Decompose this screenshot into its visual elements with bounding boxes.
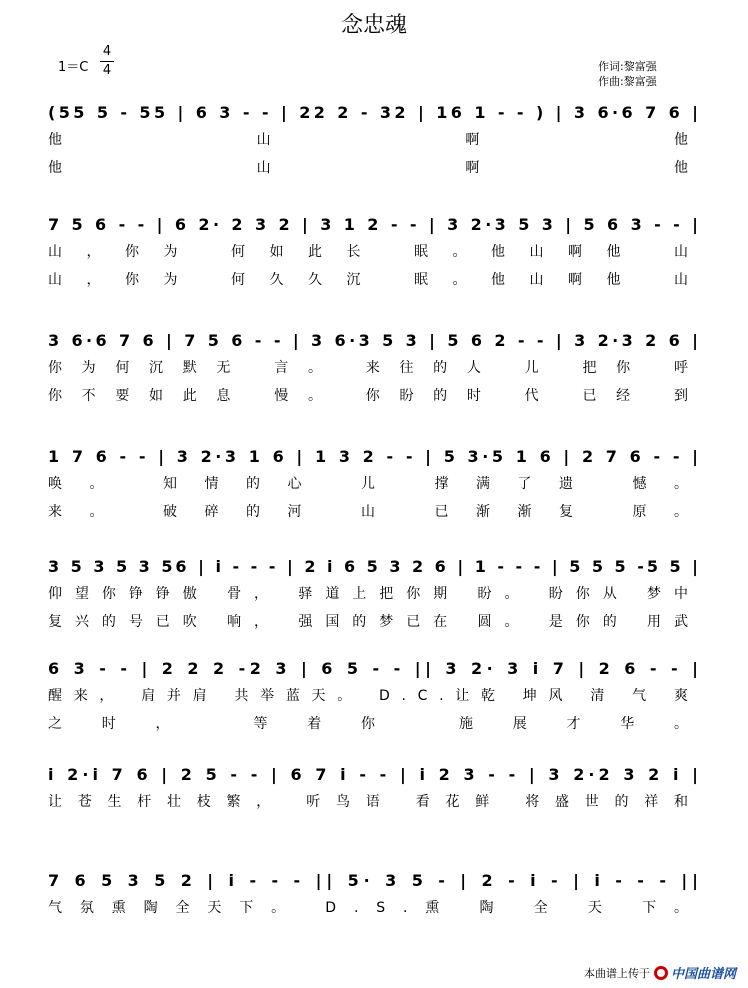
notation-line: 1 7 6 - - | 3 2·3 1 6 | 1 3 2 - - | 5 3·5 1 6 | 2 7 6 - - |: [48, 447, 699, 466]
lyric-line: 来。 破碎的河 山 已渐渐复 原。: [48, 504, 688, 520]
meter-bottom: 4: [102, 63, 112, 78]
composer-credit: 作曲:黎富强: [598, 75, 657, 88]
score-line: [48, 215, 698, 288]
footer-text: 本曲谱上传于: [583, 966, 650, 980]
logo-icon: [654, 966, 668, 980]
notation-line: 7 6 5 3 5 2 | i - - - || 5· 3 5 - | 2 - i - | i - - - ||: [48, 871, 698, 890]
lyric-line: 你不要如此息 慢。 你盼的时 代 已经 到: [48, 388, 688, 404]
lyricist-credit: 作词:黎富强: [598, 60, 657, 73]
lyric-line: 山，你为 何如此长 眠。他山啊他 山: [48, 244, 688, 260]
score-line: [48, 659, 698, 732]
notation-line: (55 5 - 55 | 6 3 - - | 22 2 - 32 | 16 1 - - ) | 3 6·6 7 6 |: [48, 103, 698, 122]
key-signature: 1＝C: [58, 60, 89, 75]
lyric-line: 复兴的号已吹 响， 强国的梦已在 圆。 是你的 用武: [48, 614, 688, 630]
lyric-line: 仰望你铮铮傲 骨， 驿道上把你期 盼。 盼你从 梦中: [48, 586, 688, 602]
lyric-line: 让苍生杆壮枝繁， 听鸟语 看花鲜 将盛世的祥和: [48, 794, 688, 810]
notation-line: 7 5 6 - - | 6 2· 2 3 2 | 3 1 2 - - | 3 2·3 5 3 | 5 6 3 - - |: [48, 215, 699, 234]
lyric-line: 他 山 啊 他: [48, 132, 688, 148]
notation-line: 3 5 3 5 3 56 | i - - - | 2 i 6 5 3 2 6 | 1 - - - | 5 5 5 -5 5 |: [48, 557, 698, 576]
lyric-line: 醒来， 肩并肩 共举蓝天。 D.C.让乾 坤风 清 气 爽: [48, 688, 688, 704]
upload-footer: [584, 963, 736, 982]
lyric-line: 你为何沉默无 言。 来往的人 儿 把你 呼: [48, 360, 688, 376]
score-lines: [48, 103, 698, 916]
score-line: [48, 557, 698, 630]
notation-line: i 2·i 7 6 | 2 5 - - | 6 7 i - - | i 2 3 - - | 3 2·2 3 2 i |: [48, 765, 699, 784]
notation-line: 6 3 - - | 2 2 2 -2 3 | 6 5 - - || 3 2· 3 i 7 | 2 6 - - |: [48, 659, 698, 678]
score-line: [48, 331, 698, 404]
lyric-line: 气氛熏陶全天下。 D.S.熏 陶 全 天 下。: [48, 900, 688, 916]
meter-top: 4: [102, 44, 112, 59]
notation-line: 3 6·6 7 6 | 7 5 6 - - | 3 6·3 5 3 | 5 6 2 - - | 3 2·3 2 6 |: [48, 331, 698, 350]
site-name: 中国曲谱网: [670, 967, 736, 982]
song-title: 念忠魂: [340, 13, 407, 38]
score-line: [48, 103, 698, 176]
lyric-line: 唤。 知情的心 儿 撑满了遗 憾。: [48, 476, 688, 492]
site-logo[interactable]: [654, 963, 736, 982]
lyric-line: 山，你为 何久久沉 眠。他山啊他 山: [48, 272, 688, 288]
lyric-line: 他 山 啊 他: [48, 160, 688, 176]
score-line: [48, 871, 698, 916]
score-line: [48, 447, 698, 520]
lyric-line: 之时， 等着你 施展才华。: [48, 716, 688, 732]
score-line: [48, 765, 698, 810]
